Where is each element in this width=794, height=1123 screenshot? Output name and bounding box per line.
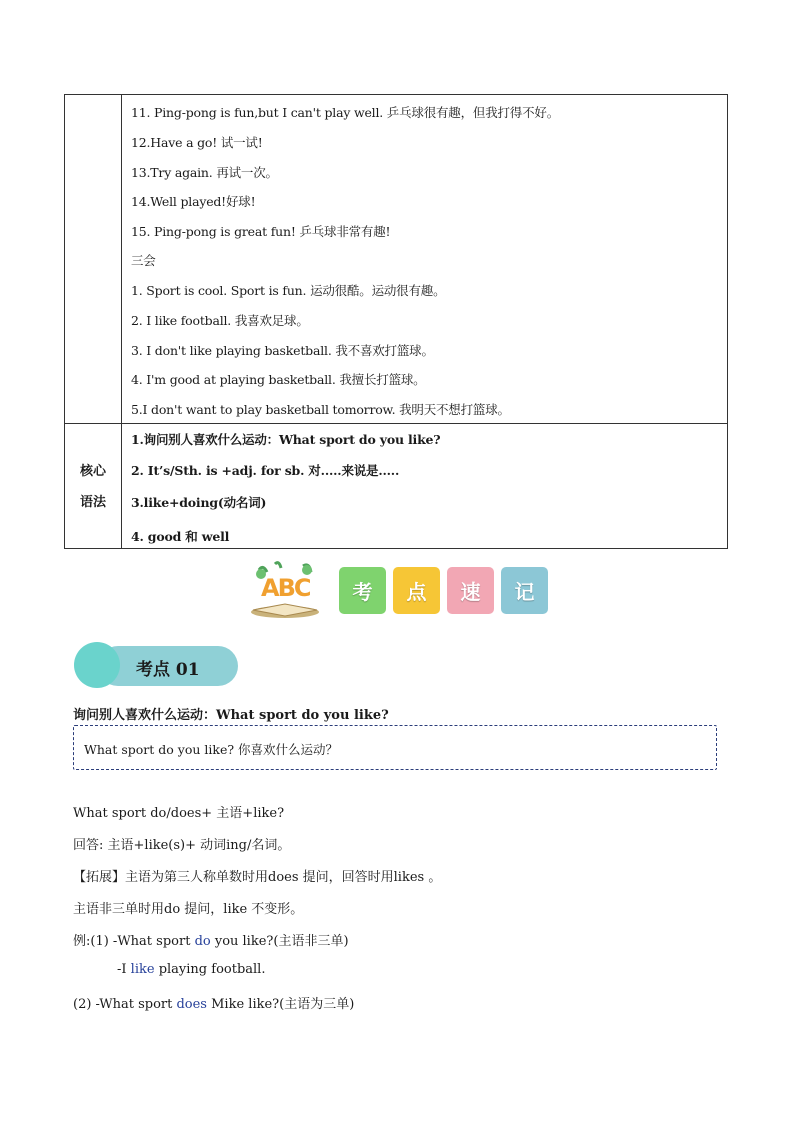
table-line: 4. I'm good at playing basketball. 我擅长打篮球。 [131, 372, 426, 387]
table-line: 2. I like football. 我喜欢足球。 [131, 313, 309, 328]
example-box [73, 725, 717, 770]
example-text: Mike like?(主语为三单) [206, 997, 355, 1012]
table-line: 14.Well played!好球! [131, 194, 256, 209]
table-line: 三会 [131, 253, 156, 268]
example-text: (2) -What sport [73, 997, 177, 1012]
section-heading: 询问别人喜欢什么运动：What sport do you like? [73, 708, 389, 723]
example-line-3 [73, 993, 354, 1012]
example-text: 例:(1) -What sport [73, 934, 195, 949]
table-line: 1. Sport is cool. Sport is fun. 运动很酷。运动很有趣。 [131, 283, 446, 298]
section-pill-label: 考点 01 [136, 660, 200, 680]
paragraph: 回答: 主语+like(s)+ 动词ing/名词。 [73, 838, 291, 853]
example-text: playing football. [154, 962, 266, 977]
table-line: 15. Ping-pong is great fun! 乒乓球非常有趣! [131, 224, 391, 239]
abc-logo-text: ABC [261, 574, 310, 602]
grammar-item: 4. good 和 well [131, 529, 230, 544]
table-line: 3. I don't like playing basketball. 我不喜欢打篮球。 [131, 343, 434, 358]
example-box-text: What sport do you like? 你喜欢什么运动？ [84, 742, 339, 757]
banner-tile: 速 [447, 567, 494, 614]
grammar-label: 语法 [79, 495, 106, 510]
example-text: you like?(主语非三单) [210, 934, 349, 949]
banner-tile: 记 [501, 567, 548, 614]
banner-tile: 考 [339, 567, 386, 614]
table-line: 11. Ping-pong is fun,but I can't play well. 乒乓球很有趣，但我打得不好。 [131, 105, 560, 120]
example-highlight: like [130, 962, 155, 977]
table-divider-vertical [121, 95, 122, 548]
example-line-1 [73, 930, 349, 949]
example-line-2 [117, 962, 265, 977]
table-line: 5.I don't want to play basketball tomorrow. 我明天不想打篮球。 [131, 402, 510, 417]
grammar-label: 核心 [79, 464, 106, 479]
pill-circle-decoration [74, 642, 120, 688]
paragraph: What sport do/does+ 主语+like? [73, 806, 285, 821]
grammar-item: 3.like+doing(动名词) [131, 495, 267, 510]
grammar-item: 2. It’s/Sth. is +adj. for sb. 对.....来说是..... [131, 463, 400, 478]
paragraph: 主语非三单时用do 提问，like 不变形。 [73, 902, 304, 917]
example-text: -I [117, 962, 131, 977]
paragraph: 【拓展】主语为第三人称单数时用does 提问，回答时用likes 。 [73, 870, 442, 885]
table-divider-horizontal [65, 423, 727, 424]
example-highlight: does [176, 997, 207, 1012]
banner-tile: 点 [393, 567, 440, 614]
table-line: 13.Try again. 再试一次。 [131, 165, 278, 180]
table-line: 12.Have a go! 试一试! [131, 135, 263, 150]
summary-table [64, 94, 728, 549]
grammar-item: 1.询问别人喜欢什么运动：What sport do you like? [131, 432, 441, 447]
example-highlight: do [194, 934, 211, 949]
abc-book-logo [245, 560, 325, 620]
